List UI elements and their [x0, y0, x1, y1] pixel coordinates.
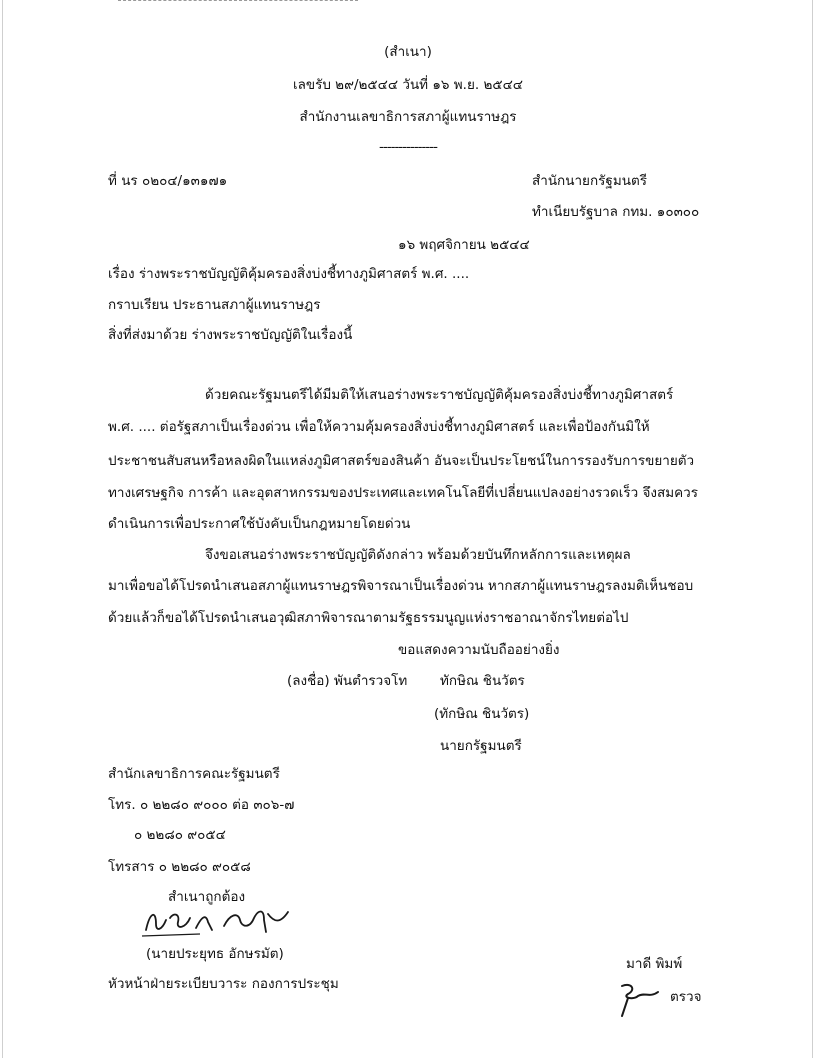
contact-phone-2: ๐ ๒๒๘๐ ๙๐๕๔: [134, 827, 226, 843]
certified-copy-label: สำเนาถูกต้อง: [168, 889, 246, 905]
typist-note: มาดี พิมพ์: [626, 956, 683, 972]
signed-label: (ลงชื่อ) พันตำรวจโท: [287, 673, 408, 689]
printed-name: (ทักษิณ ชินวัตร): [434, 706, 530, 722]
letter-date: ๑๖ พฤศจิกายน ๒๕๔๔: [398, 237, 530, 253]
signed-name: ทักษิณ ชินวัตร: [440, 673, 525, 689]
handwritten-signature: [140, 900, 300, 940]
receiving-office: สำนักงานเลขาธิการสภาผู้แทนราษฎร: [299, 109, 517, 125]
body-line: มาเพื่อขอได้โปรดนำเสนอสภาผู้แทนราษฎรพิจารณาเป็นเรื่องด่วน หากสภาผู้แทนราษฎรลงมติเห็นชอบ: [108, 578, 694, 594]
receipt-line: เลขรับ ๒๙/๒๕๔๔ วันที่ ๑๖ พ.ย. ๒๕๔๔: [292, 77, 524, 93]
top-scan-marks: [118, 0, 358, 5]
signer-title: นายกรัฐมนตรี: [440, 738, 522, 754]
header-divider: ---------------: [378, 139, 438, 155]
sender-office: สำนักนายกรัฐมนตรี: [532, 173, 647, 189]
checked-note: ตรวจ: [670, 989, 702, 1005]
copy-mark: (สำเนา): [384, 44, 432, 60]
body-line: จึงขอเสนอร่างพระราชบัญญัติดังกล่าว พร้อมด้วยบันทึกหลักการและเหตุผล: [205, 547, 631, 563]
contact-office: สำนักเลขาธิการคณะรัฐมนตรี: [108, 766, 280, 782]
certifier-name: (นายประยุทธ อักษรมัต): [146, 946, 284, 962]
body-line: ประชาชนสับสนหรือหลงผิดในแหล่งภูมิศาสตร์ของสินค้า อันจะเป็นประโยชน์ในการรองรับการขยายตัว: [108, 453, 695, 469]
contact-fax: โทรสาร ๐ ๒๒๘๐ ๙๐๕๘: [108, 859, 251, 875]
checker-initials: [614, 978, 664, 1018]
enclosure-line: สิ่งที่ส่งมาด้วย ร่างพระราชบัญญัติในเรื่องนี้: [108, 327, 353, 343]
closing-regards: ขอแสดงความนับถืออย่างยิ่ง: [398, 642, 560, 658]
left-scan-edge: [2, 0, 3, 1058]
body-line: ดำเนินการเพื่อประกาศใช้บังคับเป็นกฎหมายโดยด่วน: [108, 516, 411, 532]
right-scan-edge: [812, 0, 813, 1058]
contact-phone: โทร. ๐ ๒๒๘๐ ๙๐๐๐ ต่อ ๓๐๖-๗: [108, 797, 295, 813]
reference-number: ที่ นร ๐๒๐๔/๑๓๑๗๑: [108, 173, 228, 189]
body-line: ทางเศรษฐกิจ การค้า และอุตสาหกรรมของประเทศและเทคโนโลยีที่เปลี่ยนแปลงอย่างรวดเร็ว จึงสมควร: [108, 485, 698, 501]
certifier-title: หัวหน้าฝ่ายระเบียบวาระ กองการประชุม: [108, 976, 339, 992]
subject-line: เรื่อง ร่างพระราชบัญญัติคุ้มครองสิ่งบ่งชี้ทางภูมิศาสตร์ พ.ศ. ....: [108, 266, 470, 282]
body-line: ด้วยแล้วก็ขอได้โปรดนำเสนอวุฒิสภาพิจารณาตามรัฐธรรมนูญแห่งราชอาณาจักรไทยต่อไป: [108, 610, 629, 626]
body-line: พ.ศ. .... ต่อรัฐสภาเป็นเรื่องด่วน เพื่อให้ความคุ้มครองสิ่งบ่งชี้ทางภูมิศาสตร์ และเพื่อป้องกันมิให้: [108, 419, 650, 435]
sender-address: ทำเนียบรัฐบาล กทม. ๑๐๓๐๐: [532, 204, 700, 220]
salutation-line: กราบเรียน ประธานสภาผู้แทนราษฎร: [108, 297, 321, 313]
body-line: ด้วยคณะรัฐมนตรีได้มีมติให้เสนอร่างพระราชบัญญัติคุ้มครองสิ่งบ่งชี้ทางภูมิศาสตร์: [205, 387, 674, 403]
